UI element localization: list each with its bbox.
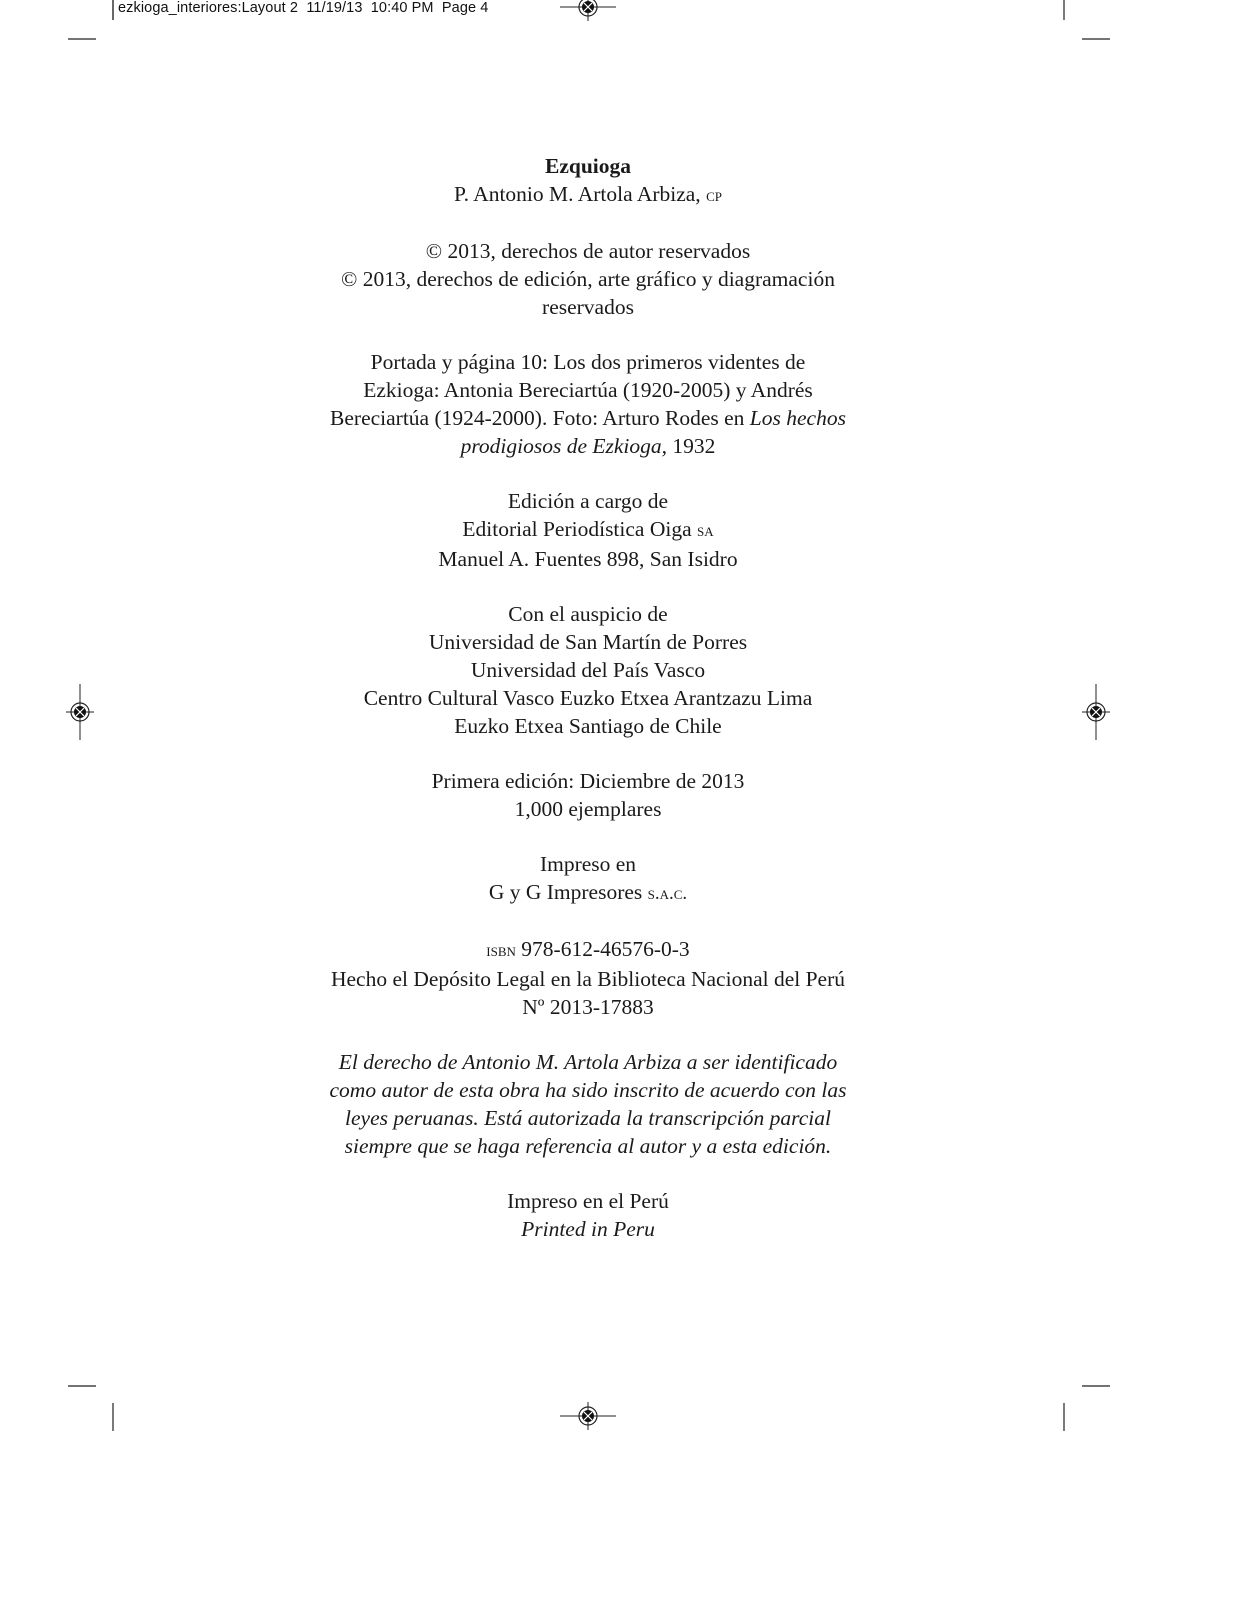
registration-mark-top: [560, 0, 616, 21]
cover-credit-line: [300, 432, 876, 460]
isbn-line: [300, 935, 876, 965]
slug-date: 11/19/13: [306, 0, 363, 16]
notice-line: El derecho de Antonio M. Artola Arbiza a ser identificado: [338, 1050, 838, 1074]
copyright-page: [300, 152, 876, 1270]
printed-in-english: [300, 1215, 876, 1243]
publisher-suffix: sa: [697, 520, 714, 541]
author-suffix: cp: [706, 185, 722, 206]
cover-credit-line: [300, 404, 876, 432]
slug-time: 10:40 PM: [370, 0, 434, 16]
cover-credit-text: Bereciartúa (1924-2000). Foto: Arturo Rodes en: [330, 406, 745, 430]
sponsor-item: Universidad de San Martín de Porres: [428, 630, 748, 654]
slug-page: Page 4: [441, 0, 489, 16]
notice-line: como autor de esta obra ha sido inscrito de acuerdo con las: [329, 1078, 847, 1102]
origin-block: [300, 1187, 876, 1243]
edition-line: [300, 515, 876, 545]
cover-credit-block: [300, 348, 876, 460]
cover-credit-work-title: Los hechos: [749, 406, 846, 430]
printer-heading: Impreso en: [539, 852, 637, 876]
printed-in-english-text: Printed in Peru: [521, 1217, 655, 1241]
publisher-address: Manuel A. Fuentes 898, San Isidro: [438, 547, 738, 571]
registration-mark-left: [66, 684, 94, 740]
print-run: 1,000 ejemplares: [514, 797, 662, 821]
cover-credit-line: Portada y página 10: Los dos primeros videntes de: [370, 350, 806, 374]
publisher-name: Editorial Periodística Oiga: [462, 517, 692, 541]
deposit-number: Nº 2013-17883: [522, 995, 654, 1019]
legal-block: [300, 935, 876, 1021]
title-block: [300, 152, 876, 210]
sponsor-item: Centro Cultural Vasco Euzko Etxea Arantzazu Lima: [363, 686, 813, 710]
first-edition-block: [300, 767, 876, 823]
printer-name: [300, 878, 876, 908]
sponsors-heading: Con el auspicio de: [508, 602, 668, 626]
printer-suffix: s.a.c.: [647, 883, 688, 904]
rights-line: © 2013, derechos de edición, arte gráfico y diagramación: [341, 267, 835, 291]
first-edition-date: Primera edición: Diciembre de 2013: [431, 769, 745, 793]
notice-line: siempre que se haga referencia al autor y a esta edición.: [344, 1134, 832, 1158]
rights-line: reservados: [542, 295, 634, 319]
author-name: P. Antonio M. Artola Arbiza,: [454, 182, 701, 206]
cover-credit-line: Ezkioga: Antonia Bereciartúa (1920-2005) y Andrés: [363, 378, 813, 402]
notice-line: leyes peruanas. Está autorizada la transcripción parcial: [345, 1106, 831, 1130]
printed-in-spanish: Impreso en el Perú: [507, 1189, 669, 1213]
cover-credit-work-title: prodigiosos de Ezkioga,: [460, 434, 668, 458]
edition-line: Edición a cargo de: [507, 489, 669, 513]
rights-block: [300, 237, 876, 321]
isbn-label: isbn: [486, 940, 516, 961]
deposit-line: Hecho el Depósito Legal en la Biblioteca Nacional del Perú: [330, 967, 846, 991]
printer-company: G y G Impresores: [488, 880, 643, 904]
registration-mark-right: [1082, 684, 1110, 740]
sponsors-block: [300, 600, 876, 740]
printer-block: [300, 850, 876, 908]
rights-notice-block: [300, 1048, 876, 1160]
edition-block: [300, 487, 876, 573]
book-title: Ezquioga: [544, 154, 632, 178]
book-author: [300, 180, 876, 210]
sponsor-item: Euzko Etxea Santiago de Chile: [454, 714, 722, 738]
slug-file: ezkioga_interiores:Layout 2: [118, 0, 299, 16]
isbn-value: 978-612-46576-0-3: [521, 937, 690, 961]
sponsor-item: Universidad del País Vasco: [470, 658, 706, 682]
cover-credit-year: 1932: [672, 434, 716, 458]
registration-mark-bottom: [560, 1402, 616, 1430]
rights-line: © 2013, derechos de autor reservados: [425, 239, 751, 263]
